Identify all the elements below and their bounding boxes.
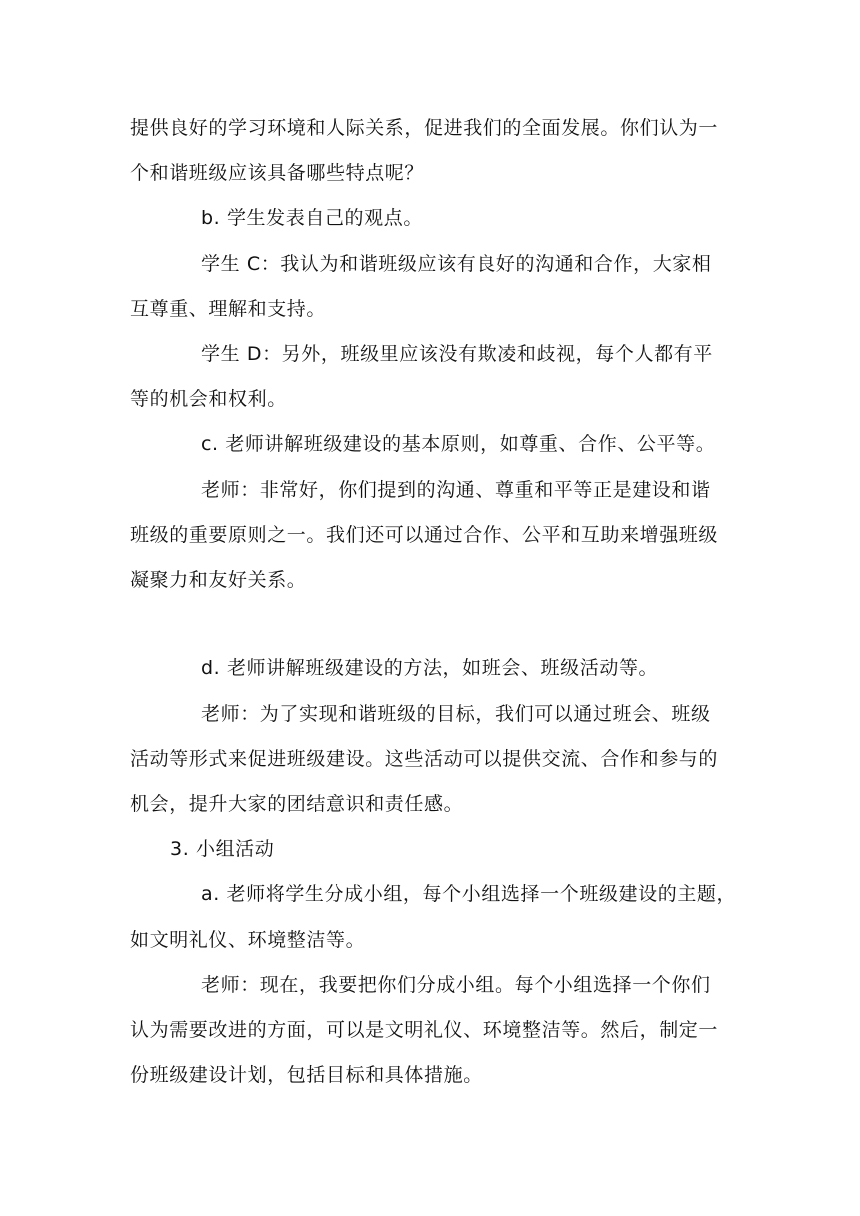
- text-line: 等的机会和权利。: [130, 388, 287, 410]
- list-item: a. 老师将学生分成小组，每个小组选择一个班级建设的主题，: [201, 883, 737, 905]
- text-line: 班级的重要原则之一。我们还可以通过合作、公平和互助来增强班级: [130, 524, 719, 546]
- text-line: 如文明礼仪、环境整洁等。: [130, 929, 366, 951]
- section-heading: 3. 小组活动: [170, 838, 275, 860]
- text-line: 凝聚力和友好关系。: [130, 569, 307, 591]
- text-line: 学生 C：我认为和谐班级应该有良好的沟通和合作，大家相: [201, 253, 712, 275]
- text-line: 份班级建设计划，包括目标和具体措施。: [130, 1064, 483, 1086]
- text-line: 老师：现在，我要把你们分成小组。每个小组选择一个你们: [201, 974, 711, 996]
- text-line: 个和谐班级应该具备哪些特点呢？: [130, 162, 425, 184]
- list-item: b. 学生发表自己的观点。: [201, 207, 423, 229]
- text-line: 学生 D：另外，班级里应该没有欺凌和歧视，每个人都有平: [201, 343, 713, 365]
- list-item: d. 老师讲解班级建设的方法，如班会、班级活动等。: [201, 657, 659, 679]
- text-line: 活动等形式来促进班级建设。这些活动可以提供交流、合作和参与的: [130, 748, 719, 770]
- text-line: 机会，提升大家的团结意识和责任感。: [130, 793, 464, 815]
- text-line: 互尊重、理解和支持。: [130, 298, 327, 320]
- text-line: 老师：非常好，你们提到的沟通、尊重和平等正是建设和谐: [201, 479, 711, 501]
- list-item: c. 老师讲解班级建设的基本原则，如尊重、合作、公平等。: [201, 433, 716, 455]
- text-line: 认为需要改进的方面，可以是文明礼仪、环境整洁等。然后，制定一: [130, 1019, 719, 1041]
- text-line: 提供良好的学习环境和人际关系，促进我们的全面发展。你们认为一: [130, 117, 719, 139]
- text-line: 老师：为了实现和谐班级的目标，我们可以通过班会、班级: [201, 703, 711, 725]
